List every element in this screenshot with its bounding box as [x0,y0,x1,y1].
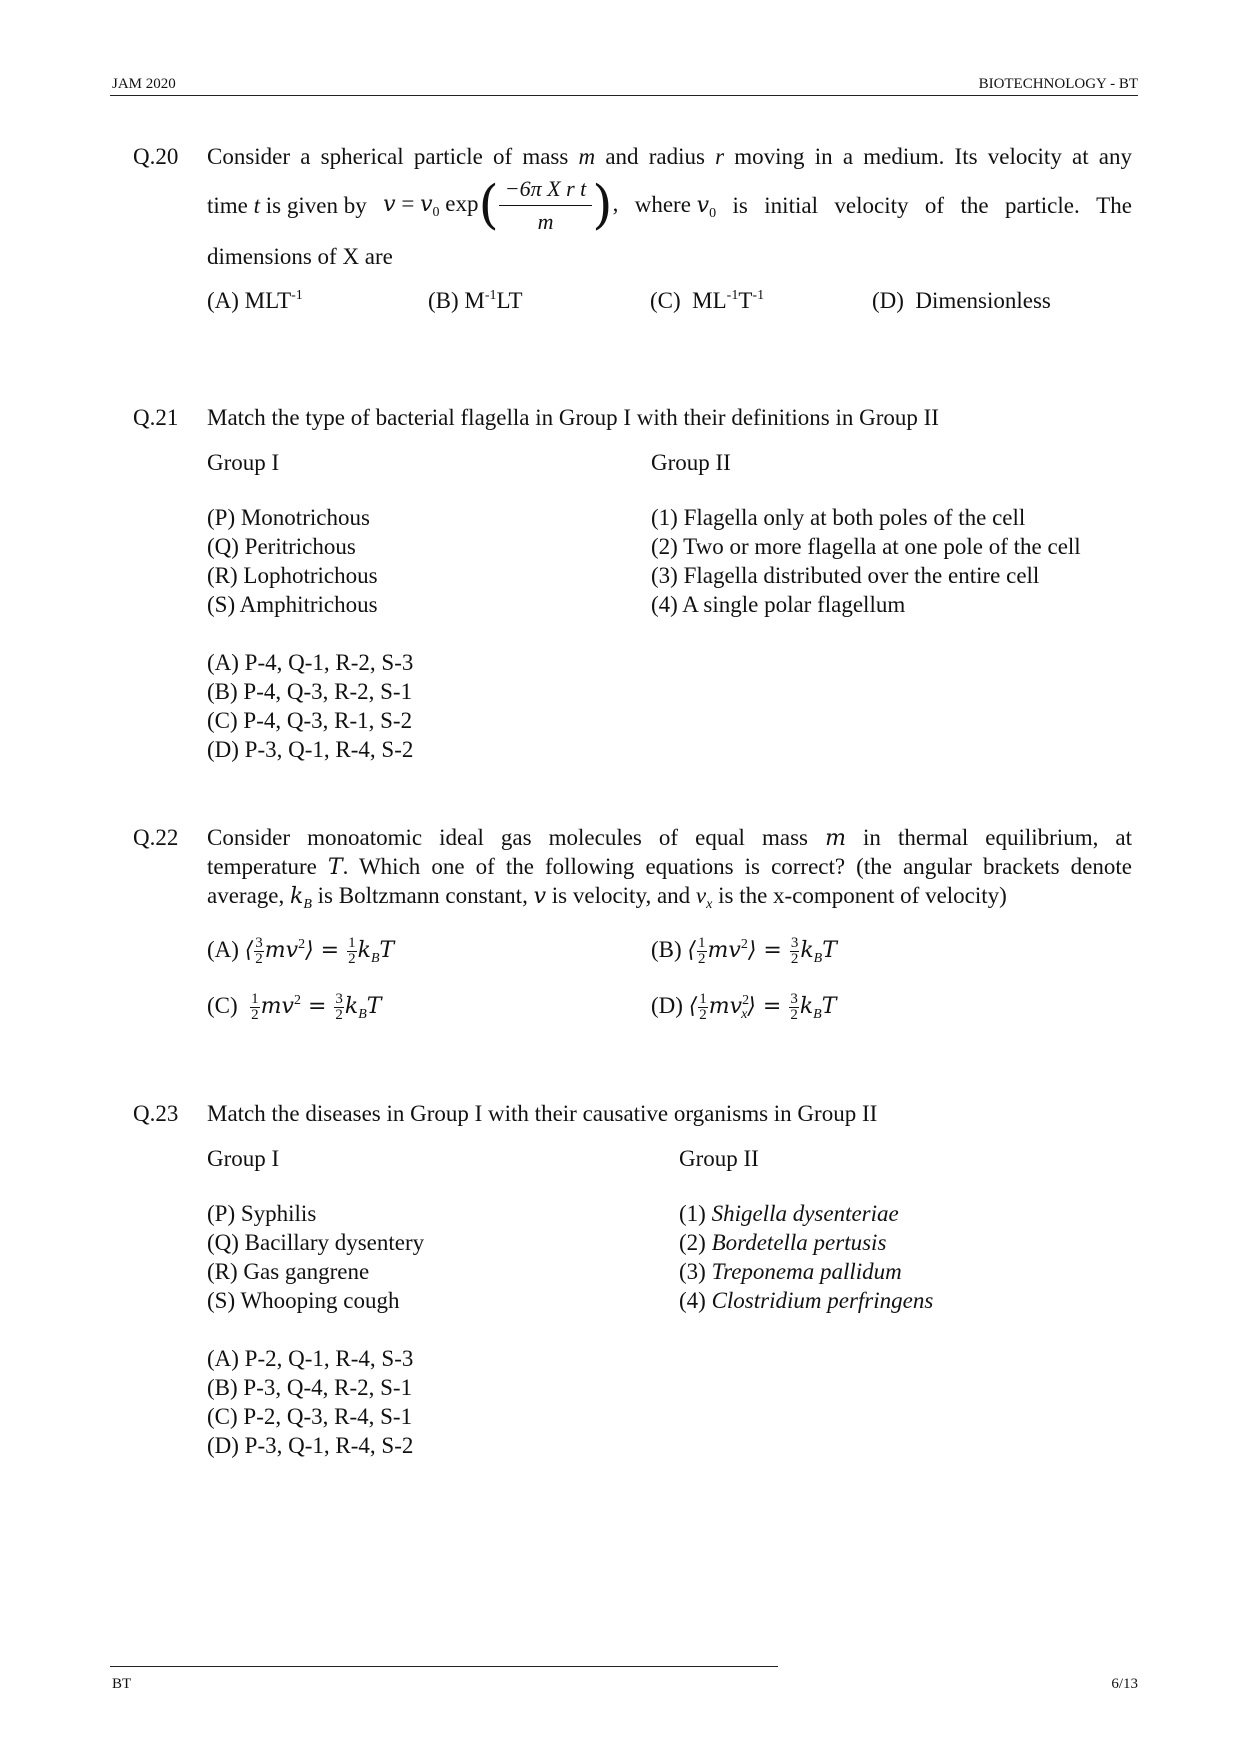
q23-number: Q.23 [133,1101,179,1126]
q20-formula-numerator: −6π X r t [499,173,592,206]
q20-number: Q.20 [133,144,179,169]
page-number: 6/13 [1111,1676,1138,1692]
q22-option-b: (B) ⟨ $\frac{1}{2}$ $mv^2⟩$ = $\frac{3}{2}$ $k_BT$ [651,935,837,968]
option-item: (D) P-3, Q-1, R-4, S-2 [207,737,414,762]
header-left: JAM 2020 [112,76,176,92]
q20-option-d: (D) Dimensionless [872,288,1051,313]
q21-group2-title: Group II [651,450,731,475]
q23-group1-list [207,1199,424,1315]
q23-text: Match the diseases in Group I with their causative organisms in Group II [207,1101,878,1126]
list-item: (R) Lophotrichous [207,563,378,588]
list-item: (S) Amphitrichous [207,592,378,617]
q20-formula: $v = v_0$ exp( $\frac{\text{−6π X r t}}{m}$ ), [383,173,618,238]
q23-group2-list [679,1199,933,1315]
q22-number: Q.22 [133,825,179,850]
list-item: (S) Whooping cough [207,1288,400,1313]
q22-option-d: (D) ⟨ $\frac{1}{2}$ $mv^2_x⟩$ = $\frac{3}{2}$ $k_BT$ [651,991,837,1024]
list-item: (P) Syphilis [207,1201,317,1226]
list-item: (3) Flagella distributed over the entire cell [651,563,1040,588]
list-item: (Q) Peritrichous [207,534,356,559]
q21-group1-list [207,503,378,619]
q21-number: Q.21 [133,405,179,430]
option-item: (B) P-4, Q-3, R-2, S-1 [207,679,413,704]
q20-formula-denominator: m [537,208,554,234]
q22-option-c: (C) $\frac{1}{2}$ $mv^2$ = $\frac{3}{2}$ $k_BT$ [207,991,382,1024]
list-item: (4) Clostridium perfringens [679,1288,934,1313]
footer-left: BT [112,1676,132,1692]
list-item: (2) Bordetella pertusis [679,1230,887,1255]
q20-line2: time t is given by $v = v_0$ exp( $\frac{\text{−6π X r t}}{m}$ ), where $v_0$ is initial velocity of the particle. The [207,172,1132,238]
list-item: (Q) Bacillary dysentery [207,1230,425,1255]
header-right: BIOTECHNOLOGY - BT [978,76,1138,92]
option-item: (C) P-4, Q-3, R-1, S-2 [207,708,413,733]
q22-option-a: (A) ⟨ $\frac{3}{2}$ $mv^2⟩$ = $\frac{1}{2}$ $k_BT$ [207,935,395,968]
q22-line1: Consider monoatomic ideal gas molecules of equal mass m in thermal equilibrium, at [207,825,1132,851]
list-item: (2) Two or more flagella at one pole of the cell [651,534,1081,559]
q20-line1: Consider a spherical particle of mass m and radius r moving in a medium. Its velocity at any [207,144,1133,169]
q22-line2: temperature T. Which one of the following equations is correct? (the angular brackets denote [207,854,1132,880]
list-item: (1) Shigella dysenteriae [679,1201,899,1226]
option-item: (C) P-2, Q-3, R-4, S-1 [207,1404,413,1429]
q21-group1-title: Group I [207,450,280,475]
organism-name: Bordetella pertusis [711,1230,887,1255]
organism-name: Treponema pallidum [711,1259,902,1284]
option-item: (B) P-3, Q-4, R-2, S-1 [207,1375,413,1400]
option-item: (D) P-3, Q-1, R-4, S-2 [207,1433,414,1458]
option-item: (A) P-2, Q-1, R-4, S-3 [207,1346,414,1371]
q21-text: Match the type of bacterial flagella in Group I with their definitions in Group II [207,405,939,430]
q22-line3: average, $k_B$ is Boltzmann constant, v is velocity, and $v_x$ is the x-component of velocity) [207,883,1007,912]
q21-options [207,648,413,764]
q20-option-b: (B) $M^{-1}LT$ [428,288,523,313]
header-rule [110,95,1138,96]
list-item: (1) Flagella only at both poles of the cell [651,505,1026,530]
q23-group2-title: Group II [679,1146,759,1171]
list-item: (R) Gas gangrene [207,1259,370,1284]
q23-options [207,1344,413,1460]
q20-option-a: (A) $MLT^{-1}$ [207,288,303,313]
q23-group1-title: Group I [207,1146,280,1171]
q20-line2-pre: time t is given by [207,192,367,218]
q21-group2-list [651,503,1081,619]
q20-option-c: (C) $ML^{-1}T^{-1}$ [650,288,765,313]
list-item: (P) Monotrichous [207,505,370,530]
footer-rule [110,1666,778,1667]
organism-name: Clostridium perfringens [711,1288,934,1313]
organism-name: Shigella dysenteriae [711,1201,899,1226]
q20-line2-post: where $v_0$ [634,192,717,221]
option-item: (A) P-4, Q-1, R-2, S-3 [207,650,414,675]
list-item: (4) A single polar flagellum [651,592,906,617]
list-item: (3) Treponema pallidum [679,1259,902,1284]
q20-line3: dimensions of X are [207,244,393,269]
